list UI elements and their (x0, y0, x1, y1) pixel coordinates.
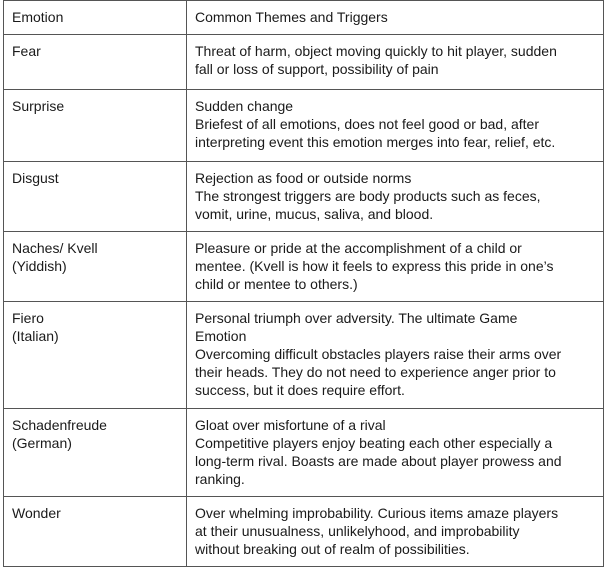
table-row (4, 302, 604, 409)
header-row (4, 1, 604, 35)
table-row (4, 35, 604, 90)
emotion-cell: Naches/ Kvell (Yiddish) (4, 232, 187, 302)
table-row (4, 232, 604, 302)
emotion-cell: Schadenfreude (German) (4, 409, 187, 497)
emotion-cell: Fear (4, 35, 187, 90)
themes-cell: Threat of harm, object moving quickly to hit player, sudden fall or loss of support, possibility of pain (187, 35, 604, 90)
table-row (4, 409, 604, 497)
themes-cell: Sudden change Briefest of all emotions, does not feel good or bad, after interpreting event this emotion merges into fear, relief, etc. (187, 90, 604, 162)
table-row (4, 162, 604, 232)
themes-cell: Personal triumph over adversity. The ultimate Game Emotion Overcoming difficult obstacles players raise their arms over their heads. They do not need to experience anger prior to success, but it does require effort. (187, 302, 604, 409)
themes-cell: Gloat over misfortune of a rival Competitive players enjoy beating each other especially a long-term rival. Boasts are made about player prowess and ranking. (187, 409, 604, 497)
themes-cell: Over whelming improbability. Curious items amaze players at their unusualness, unlikelyhood, and improbability without breaking out of realm of possibilities. (187, 497, 604, 567)
emotion-cell: Fiero (Italian) (4, 302, 187, 409)
emotion-cell: Disgust (4, 162, 187, 232)
header-emotion: Emotion (4, 1, 187, 35)
emotion-cell: Surprise (4, 90, 187, 162)
table-row (4, 90, 604, 162)
table-row (4, 497, 604, 567)
emotion-cell: Wonder (4, 497, 187, 567)
themes-cell: Rejection as food or outside norms The strongest triggers are body products such as feces, vomit, urine, mucus, saliva, and blood. (187, 162, 604, 232)
emotions-table (3, 0, 604, 567)
themes-cell: Pleasure or pride at the accomplishment of a child or mentee. (Kvell is how it feels to express this pride in one’s child or mentee to others.) (187, 232, 604, 302)
header-themes: Common Themes and Triggers (187, 1, 604, 35)
